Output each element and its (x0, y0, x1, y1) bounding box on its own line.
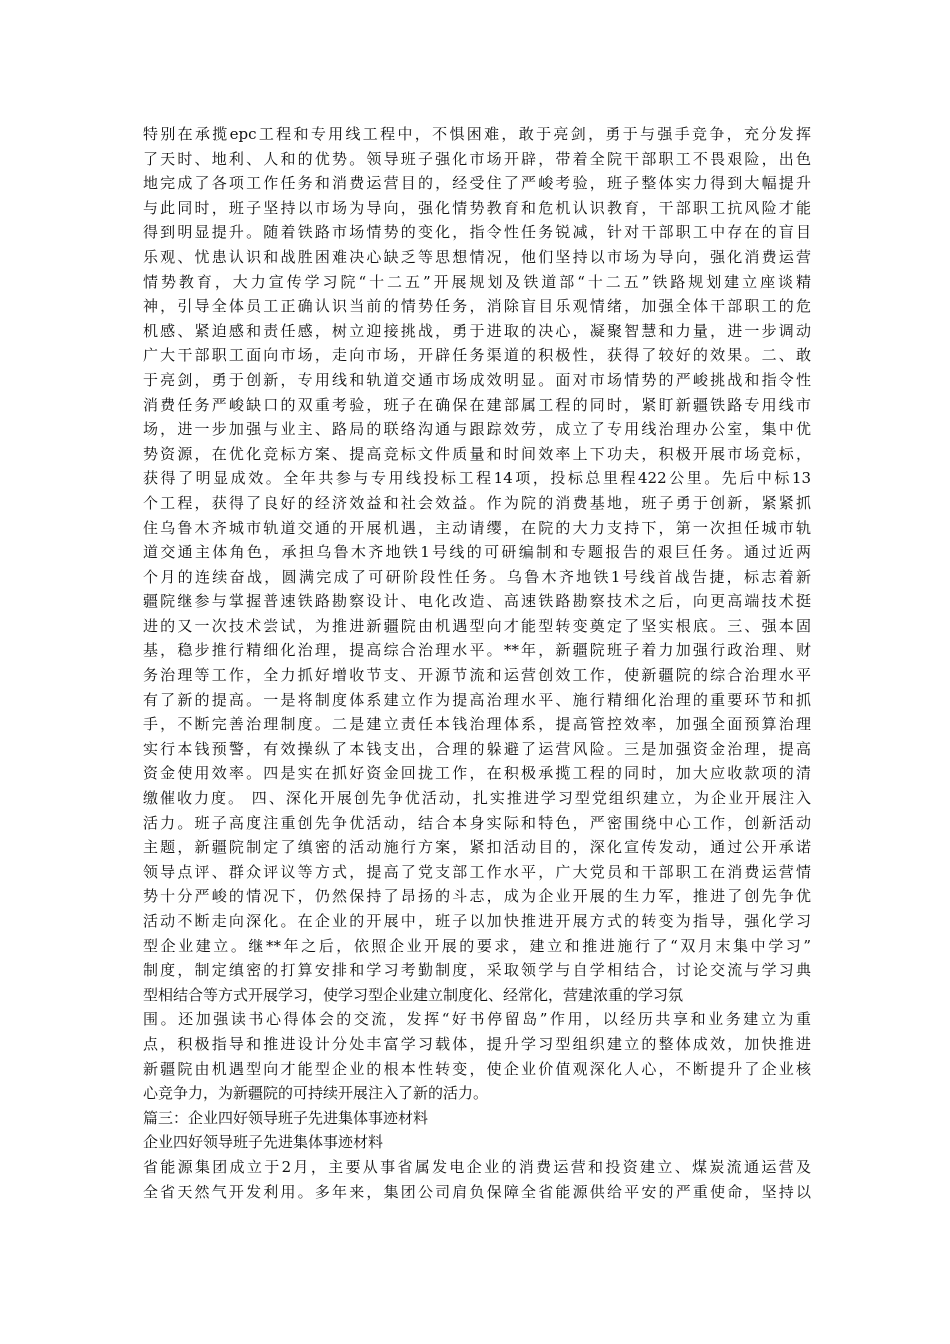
text-line: 得到明显提升。随着铁路市场情势的变化，指令性任务锐减，针对干部职工中存在的盲目 (143, 223, 811, 242)
text-line: 活力。班子高度注重创先争优活动，结合本身实际和特色，严密围绕中心工作，创新活动 (143, 813, 811, 832)
text-line: 务治理等工作，全力抓好增收节支、开源节流和运营创效工作，使新疆院的综合治理水平 (143, 666, 811, 685)
text-line: 企业四好领导班子先进集体事迹材料 (143, 1133, 384, 1152)
text-line: 情势教育，大力宣传学习院“十二五”开展规划及铁道部“十二五”铁路规划建立座谈精 (143, 272, 811, 291)
text-line: 资金使用效率。四是实在抓好资金回拢工作，在积极承揽工程的同时，加大应收款项的清 (143, 764, 811, 783)
text-line: 有了新的提高。一是将制度体系建立作为提高治理水平、施行精细化治理的重要环节和抓 (143, 690, 811, 709)
text-line: 地完成了各项工作任务和消费运营目的，经受住了严峻考验，班子整体实力得到大幅提升 (143, 174, 811, 193)
text-line: 制度，制定缜密的打算安排和学习考勤制度，采取领学与自学相结合，讨论交流与学习典 (143, 961, 811, 980)
text-line: 势十分严峻的情况下，仍然保持了昂扬的斗志，成为企业开展的生力军，推进了创先争优 (143, 887, 811, 906)
text-line: 于亮剑，勇于创新，专用线和轨道交通市场成效明显。面对市场情势的严峻挑战和指令性 (143, 370, 811, 389)
text-line: 心竞争力，为新疆院的可持续开展注入了新的活力。 (143, 1084, 489, 1103)
text-line: 消费任务严峻缺口的双重考验，班子在确保在建部属工程的同时，紧盯新疆铁路专用线市 (143, 395, 811, 414)
text-line: 主题，新疆院制定了缜密的活动施行方案，紧扣活动目的，深化宣传发动，通过公开承诺 (143, 838, 811, 857)
text-line: 个月的连续奋战，圆满完成了可研阶段性任务。乌鲁木齐地铁1号线首战告捷，标志着新 (143, 567, 811, 586)
text-line: 型相结合等方式开展学习，使学习型企业建立制度化、经常化，营建浓重的学习氛 (143, 985, 684, 1004)
text-line: 了天时、地利、人和的优势。领导班子强化市场开辟，带着全院干部职工不畏艰险，出色 (143, 149, 811, 168)
text-line: 特别在承揽epc工程和专用线工程中，不惧困难，敢于亮剑，勇于与强手竞争，充分发挥 (143, 125, 811, 143)
text-line: 广大干部职工面向市场，走向市场，开辟任务渠道的积极性，获得了较好的效果。二、敢 (143, 346, 811, 365)
text-line: 神，引导全体员工正确认识当前的情势任务，消除盲目乐观情绪，加强全体干部职工的危 (143, 297, 811, 316)
text-line: 新疆院由机遇型向才能型企业的根本性转变，使企业价值观深化人心，不断提升了企业核 (143, 1059, 811, 1078)
text-line: 基，稳步推行精细化治理，提高综合治理水平。**年，新疆院班子着力加强行政治理、财 (143, 641, 811, 660)
text-line: 场，进一步加强与业主、路局的联络沟通与跟踪效劳，成立了专用线治理办公室，集中优 (143, 420, 811, 439)
text-line: 个工程，获得了良好的经济效益和社会效益。作为院的消费基地，班子勇于创新，紧紧抓 (143, 493, 811, 512)
document-body (143, 122, 811, 1204)
text-line: 领导点评、群众评议等方式，提高了党支部工作水平，广大党员和干部职工在消费运营情 (143, 862, 811, 881)
text-line: 乐观、忧患认识和战胜困难决心缺乏等思想情况，他们坚持以市场为导向，强化消费运营 (143, 247, 811, 266)
text-line: 势资源，在优化竞标方案、提高竞标文件质量和时间效率上下功夫，积极开展市场竞标， (143, 444, 811, 463)
text-line: 进的又一次技术尝试，为推进新疆院由机遇型向才能型转变奠定了坚实根底。三、强本固 (143, 616, 811, 635)
text-line: 获得了明显成效。全年共参与专用线投标工程14项，投标总里程422公里。先后中标13 (143, 469, 811, 488)
text-line: 省能源集团成立于2月，主要从事省属发电企业的消费运营和投资建立、煤炭流通运营及 (143, 1157, 811, 1176)
text-line: 实行本钱预警，有效操纵了本钱支出，合理的躲避了运营风险。三是加强资金治理，提高 (143, 739, 811, 758)
text-line: 围。还加强读书心得体会的交流，发挥“好书停留岛”作用，以经历共享和业务建立为重 (143, 1010, 811, 1029)
text-line: 住乌鲁木齐城市轨道交通的开展机遇，主动请缨，在院的大力支持下，第一次担任城市轨 (143, 518, 811, 537)
text-line: 篇三：企业四好领导班子先进集体事迹材料 (143, 1108, 429, 1127)
text-line: 手，不断完善治理制度。二是建立责任本钱治理体系，提高管控效率，加强全面预算治理 (143, 715, 811, 734)
text-line: 缴催收力度。 四、深化开展创先争优活动，扎实推进学习型党组织建立，为企业开展注入 (143, 789, 811, 808)
text-line: 机感、紧迫感和责任感，树立迎接挑战，勇于进取的决心，凝聚智慧和力量，进一步调动 (143, 321, 811, 340)
text-line: 全省天然气开发利用。多年来，集团公司肩负保障全省能源供给平安的严重使命，坚持以 (143, 1182, 811, 1201)
text-line: 活动不断走向深化。在企业的开展中，班子以加快推进开展方式的转变为指导，强化学习 (143, 912, 811, 930)
text-line: 与此同时，班子坚持以市场为导向，强化情势教育和危机认识教育，干部职工抗风险才能 (143, 198, 811, 217)
text-line: 道交通主体角色，承担乌鲁木齐地铁1号线的可研编制和专题报告的艰巨任务。通过近两 (143, 543, 811, 562)
text-line: 型企业建立。继**年之后，依照企业开展的要求，建立和推进施行了“双月末集中学习” (143, 936, 811, 955)
text-line: 疆院继参与掌握普速铁路勘察设计、电化改造、高速铁路勘察技术之后，向更高端技术挺 (143, 592, 811, 611)
text-line: 点，积极指导和推进设计分处丰富学习载体，提升学习型组织建立的整体成效，加快推进 (143, 1034, 811, 1053)
